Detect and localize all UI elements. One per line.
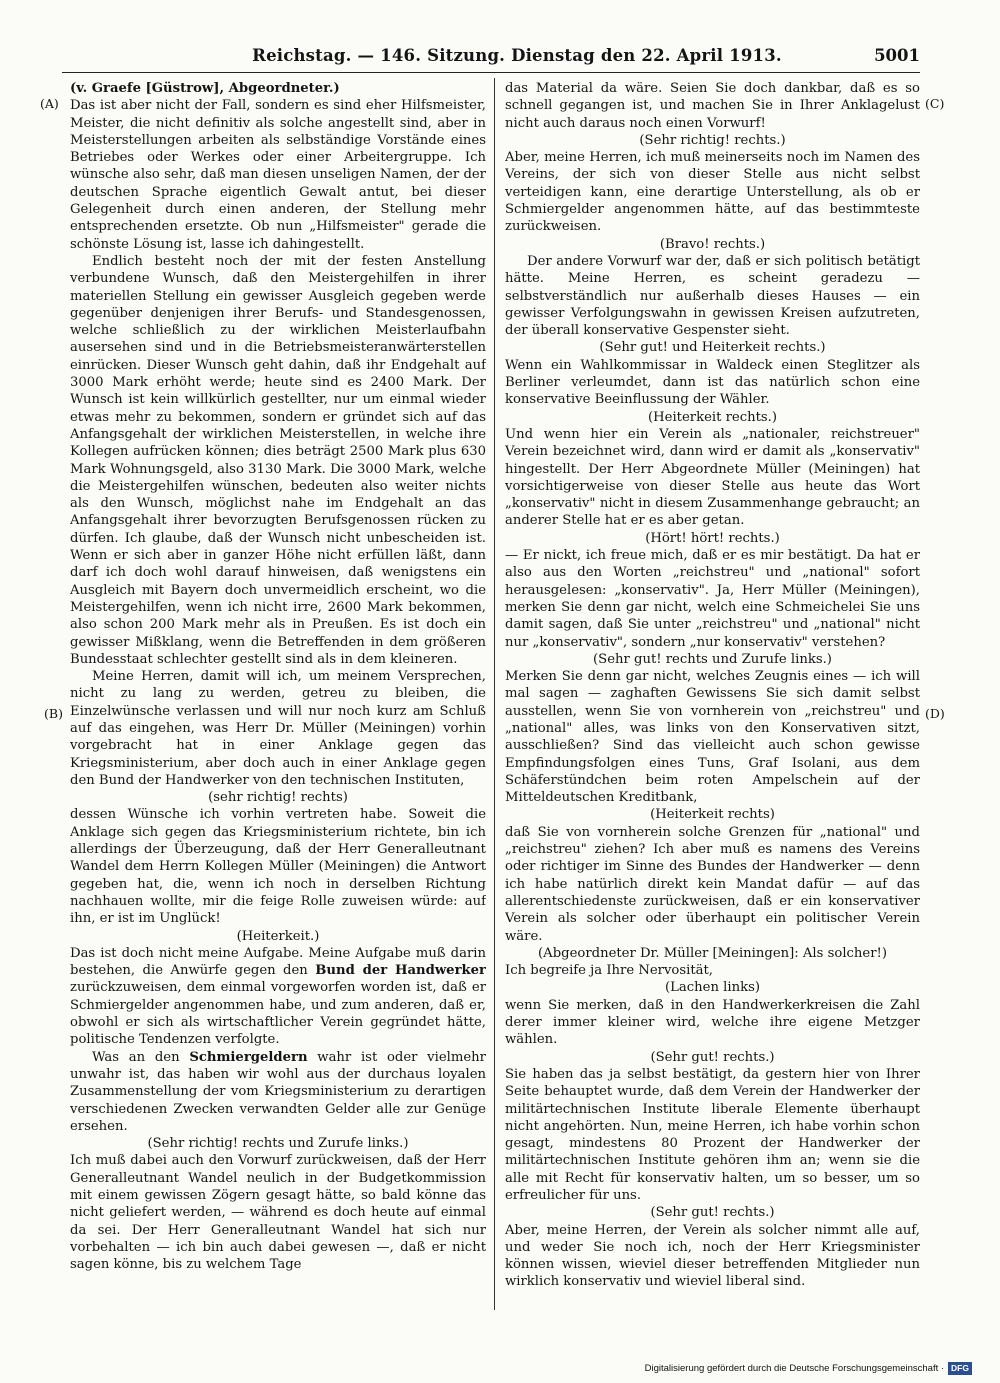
footer-credit: Digitalisierung gefördert durch die Deutsche Forschungsgemeinschaft · [644, 1362, 945, 1374]
paragraph [70, 945, 486, 1049]
page-number: 5001 [874, 46, 920, 65]
interjection: (Sehr richtig! rechts und Zurufe links.) [147, 1136, 409, 1152]
interjection: (Heiterkeit rechts.) [648, 409, 777, 425]
paragraph: Und wenn hier ein Verein als „nationaler, reichstreuer" Verein bezeichnet wird, dann wird er damit als „konservativ" hingestellt. Der Herr Abgeordnete Müller (Meiningen) hat vorsichtigerweise von dieser Stelle aus heute das Wort „konservativ" nicht in diesem Zusammenhange gebraucht; an anderer Stelle hat er es aber getan. [505, 426, 920, 529]
interjection: (sehr richtig! rechts) [208, 790, 348, 806]
paragraph: das Material da wäre. Seien Sie doch dankbar, daß es so schnell gegangen ist, und machen Sie in Ihrer Anklagelust nicht auch daraus noch einen Vorwurf! [505, 81, 920, 131]
emphasis-schmiergeldern: Schmiergeldern [189, 1049, 308, 1065]
paragraph: — Er nickt, ich freue mich, daß er es mir bestätigt. Da hat er also aus den Worten „reichstreu" und „national" sofort herausgelesen: „konservativ". Ja, Herr Müller (Meiningen), merken Sie denn gar nicht, welch eine Schmeichelei Sie uns damit sagen, daß Sie unter „reichstreu" und „national" nicht nur „konservativ", sondern „nur konservativ" verstehen? [505, 548, 920, 650]
text-run: Das ist doch nicht meine Aufgabe. Meine Aufgabe muß darin bestehen, die Anwürfe gegen den [70, 945, 486, 979]
paragraph: Meine Herren, damit will ich, um meinem Versprechen, nicht zu lang zu werden, getreu zu bleiben, die Einzelwünsche verlassen und will nur noch kurz am Schluß auf das eingehen, was Herr Dr. Müller (Meiningen) vorhin vorgebracht hat in einer Anklage gegen das Kriegsministerium, aber doch auch in einer Anklage gegen den Bund der Handwerker von den technischen Instituten, [70, 669, 486, 788]
paragraph [70, 1049, 486, 1135]
left-column [70, 80, 486, 1330]
margin-marker-d: (D) [925, 706, 945, 721]
page-header [62, 46, 920, 73]
speaker-line: (v. Graefe [Güstrow], Abgeordneter.) [70, 81, 340, 96]
emphasis-bund-der-handwerker: Bund der Handwerker [315, 963, 486, 979]
paragraph: Wenn ein Wahlkommissar in Waldeck einen Steglitzer als Berliner verleumdet, dann ist das natürlich schon eine konservative Beeinflussung der Wähler. [505, 357, 920, 408]
footer [645, 1361, 972, 1375]
dfg-logo: DFG [948, 1362, 972, 1375]
interjection: (Heiterkeit.) [236, 928, 320, 944]
interjection: (Sehr gut! und Heiterkeit rechts.) [599, 340, 826, 356]
interjection: (Sehr richtig! rechts.) [639, 132, 786, 148]
text-run: Was an den [92, 1049, 180, 1065]
margin-marker-b: (B) [44, 706, 63, 721]
interjection: (Sehr gut! rechts und Zurufe links.) [593, 651, 832, 667]
paragraph: dessen Wünsche ich vorhin vertreten habe. Soweit die Anklage sich gegen das Kriegsministerium richtete, bin ich allerdings der Überzeugung, daß der Herr Generalleutnant Wandel dem Herrn Kollegen Müller (Meiningen) die Antwort gegeben hat, die, wenn ich noch in derselben Richtung nachhauen wollte, mir die feige Rolle zuweisen würde: auf ihn, er ist im Unglück! [70, 807, 486, 927]
interjection: (Sehr gut! rechts.) [650, 1205, 775, 1221]
text-run: zurückzuweisen, dem einmal vorgeworfen worden ist, daß er Schmiergelder angenommen habe, und zum anderen, daß er, obwohl er sich als wirtschaftlicher Verein gegründet hätte, politische Tendenzen verfolgte. [70, 980, 486, 1048]
margin-marker-c: (C) [925, 96, 945, 111]
paragraph: Aber, meine Herren, der Verein als solcher nimmt alle auf, und weder Sie noch ich, noch der Herr Kriegsminister können wissen, wieviel dieser betreffenden Mitglieder nun wirklich konservativ und wieviel liberal sind. [505, 1222, 920, 1290]
interjection: (Lachen links) [665, 980, 760, 996]
interjection: (Bravo! rechts.) [659, 236, 766, 252]
margin-marker-a: (A) [40, 96, 59, 111]
paragraph: Sie haben das ja selbst bestätigt, da gestern hier von Ihrer Seite behauptet wurde, daß dem Verein der Handwerker der militärtechnischen Institute liberale Elemente überhaupt nicht angehörten. Nun, meine Herren, ich habe vorhin schon gesagt, mindestens 80 Prozent der Handwerker der militärtechnischen Institute gehören ihm an; wenn sie die alle mit Recht für konservativ halten, um so besser, um so erfreulicher für uns. [505, 1066, 920, 1203]
paragraph: Aber, meine Herren, ich muß meinerseits noch im Namen des Vereins, der sich von dieser Stelle aus nicht selbst verteidigen kann, eine derartige Unterstellung, als ob er Schmiergelder angenommen hätte, auf das bestimmteste zurückweisen. [505, 150, 920, 235]
paragraph: Ich muß dabei auch den Vorwurf zurückweisen, daß der Herr Generalleutnant Wandel neulich in der Budgetkommission mit einem gewissen Zögern gesagt hätte, so bald könne das nicht geliefert werden, — während es doch heute auf einmal da sei. Der Herr Generalleutnant Wandel hat sich nur vorbehalten — ich bin auch dabei gewesen —, daß er nicht sagen könne, bis zu welchem Tage [70, 1153, 486, 1273]
right-column [505, 80, 920, 1330]
paragraph: Das ist aber nicht der Fall, sondern es sind eher Hilfsmeister, Meister, die nicht definitiv als solche angestellt sind, aber in Meisterstellungen arbeiten als selbständige Vorstände eines Betriebes oder Werkes oder einer Arbeitergruppe. Ich wünsche also sehr, daß man diesen unseligen Namen, der der deutschen Sprache eigentlich Gewalt antut, bei dieser Gelegenheit durch einen anderen, der Stellung mehr entsprechenden ersetzte. Ob nun „Hilfsmeister" gerade die schönste Lösung ist, lasse ich dahingestellt. [70, 98, 486, 252]
paragraph: Ich begreife ja Ihre Nervosität, [505, 963, 713, 979]
interjection: (Heiterkeit rechts) [650, 807, 775, 823]
paragraph: Der andere Vorwurf war der, daß er sich politisch betätigt hätte. Meine Herren, es scheint geradezu — selbstverständlich nur außerhalb dieses Hauses — ein gewisser Verfolgungswahn in gewissen Kreisen aufzutreten, der überall konservative Gespenster sieht. [505, 253, 920, 339]
interjection: (Hört! hört! rechts.) [645, 530, 780, 546]
header-title: Reichstag. — 146. Sitzung. Dienstag den 22. April 1913. [252, 46, 782, 65]
interjection: (Abgeordneter Dr. Müller [Meiningen]: Als solcher!) [538, 945, 887, 961]
interjection: (Sehr gut! rechts.) [650, 1049, 775, 1065]
paragraph: wenn Sie merken, daß in den Handwerkerkreisen die Zahl derer immer kleiner wird, welche ihre eigene Metzger wählen. [505, 997, 920, 1048]
paragraph: Endlich besteht noch der mit der festen Anstellung verbundene Wunsch, daß den Meistergehilfen in ihrer materiellen Stellung ein gewisser Ausgleich gegeben werde gegenüber denjenigen ihrer Berufs- und Standesgenossen, welche schließlich zu der wirklichen Meisterlaufbahn ausersehen sind und in die Betriebsmeisteranwärterstellen einrücken. Dieser Wunsch geht dahin, daß ihr Endgehalt auf 3000 Mark erhöht werde; heute sind es 2400 Mark. Der Wunsch ist kein willkürlich gestellter, nur um einmal wieder etwas mehr zu bekommen, sondern er gründet sich auf das Anfangsgehalt der wirklichen Meisterstellen, in welche ihre Kollegen aufrücken können; dies beträgt 2500 Mark plus 630 Mark Wohnungsgeld, also 3130 Mark. Die 3000 Mark, welche die Meistergehilfen wünschen, bedeuten also weiter nichts als den Wunsch, möglichst nahe im Endgehalt an das Anfangsgehalt ihrer bevorzugten Berufsgenossen rücken zu dürfen. Ich glaube, daß der Wunsch nicht unbescheiden ist. Wenn er sich aber in ganzer Höhe nicht erfüllen läßt, dann darf ich doch wohl darauf hinweisen, daß wenigstens ein Ausgleich mit Bayern doch unvermeidlich erscheint, wo die Meistergehilfen, wenn ich nicht irre, 2600 Mark bekommen, also schon 200 Mark mehr als in Preußen. Es ist doch ein gewisser Mißklang, wenn die Betreffenden in dem größeren Bundesstaat schlechter gestellt sind als in dem kleineren. [70, 253, 486, 667]
column-divider [494, 78, 495, 1310]
paragraph: Merken Sie denn gar nicht, welches Zeugnis eines — ich will mal sagen — zaghaften Gewissens Sie sich damit selbst ausstellen, wenn Sie von vornherein von „reichstreu" und „national" alles, was links von den Konservativen sitzt, ausschließen? Sind das vielleicht auch schon gewisse Empfindungsfolgen eines Tuns, Graf Isolani, aus dem Schäferstündchen beim roten Ampelschein auf der Mitteldeutschen Kreditbank, [505, 669, 920, 806]
text-run: wahr ist oder vielmehr unwahr ist, das haben wir wohl aus der durchaus loyalen Zusammenstellung der vom Kriegsministerium zu derartigen verschiedenen Zwecken verwandten Gelder alle zur Genüge ersehen. [70, 1049, 486, 1134]
paragraph: daß Sie von vornherein solche Grenzen für „national" und „reichstreu" ziehen? Ich aber muß es namens des Vereins oder richtiger im Sinne des Bundes der Handwerker — denn ich habe natürlich direkt kein Mandat dafür — auf das allerentschiedenste zurückweisen, daß er ein konservativer Verein als solcher oder überhaupt ein politischer Verein wäre. [505, 824, 920, 944]
